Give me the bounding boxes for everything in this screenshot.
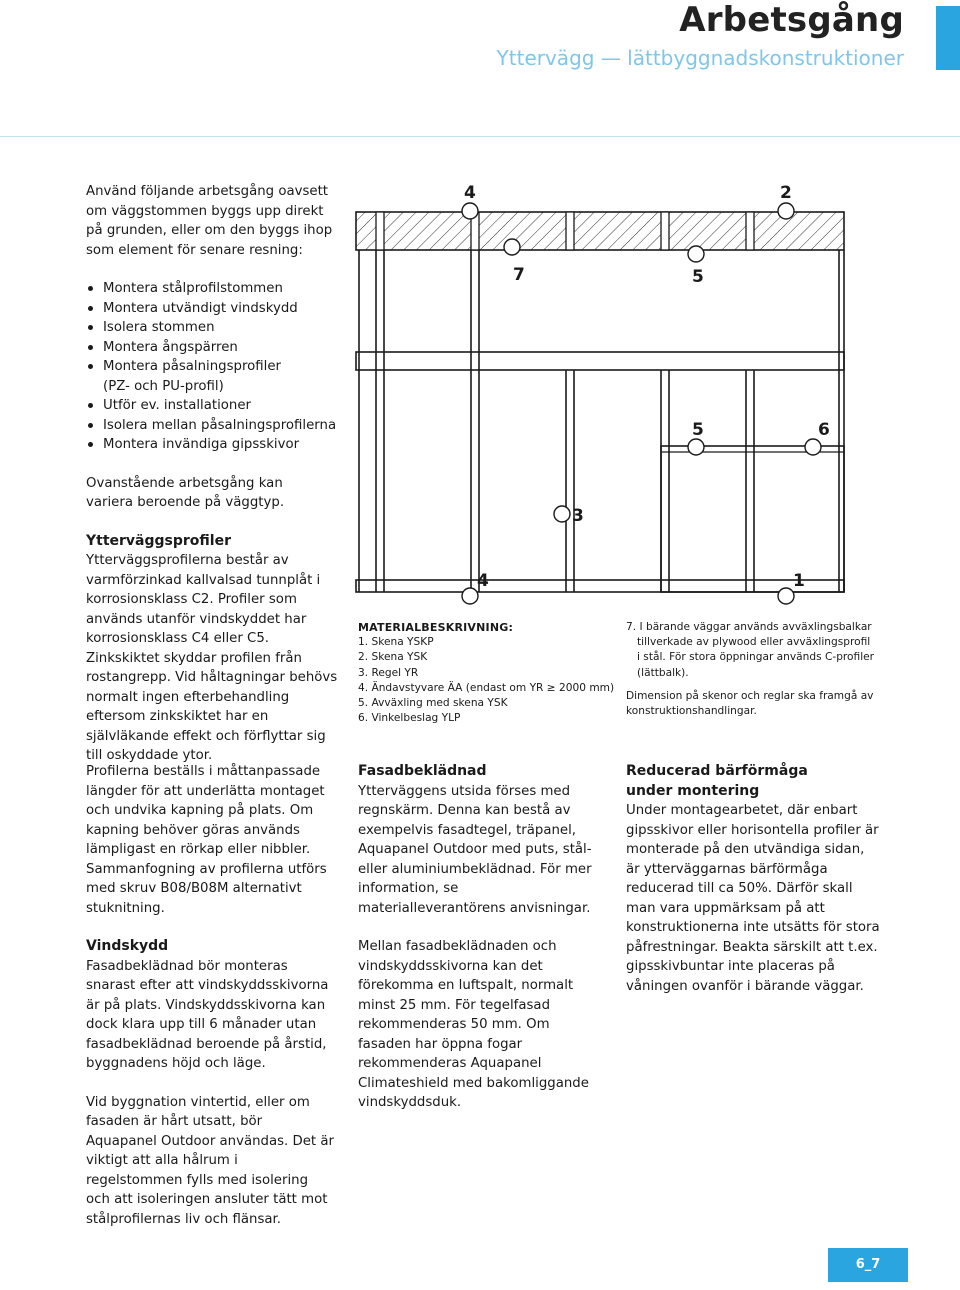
material-item: 3. Regel YR [358,666,419,679]
fasad-heading: Fasadbeklädnad [358,763,487,779]
dimension-note: Dimension på skenor och reglar ska framgå av konstruktionshandlingar. [626,689,874,718]
step-item: Montera invändiga gipsskivor [86,435,340,455]
step-item: Montera påsalningsprofiler (PZ- och PU-profil) [86,357,340,396]
material-item-7: 7. I bärande väggar används avväxlingsbalkar [626,621,872,633]
intro-text: Använd följande arbetsgång oavsett om väggstommen byggs upp direkt på grunden, eller om den byggs ihop som element för senare resning: [86,184,333,258]
reducerad-section [626,762,880,996]
material-item: 6. Vinkelbeslag YLP [358,712,461,725]
bestall-text: Profilerna beställs i måttanpassade längder för att underlätta montaget och undvika kapning på plats. Om kapning behöver göras används lämpligast en rörkap eller nibbler. Sammanfogning av profilerna utförs med skruv B08/B08M alternativt stuknitning. [86,764,327,916]
fasad-section [358,762,606,1113]
step-item: Isolera stommen [86,318,340,338]
header-divider [0,136,960,137]
material-section [358,620,618,726]
intro-section [86,182,340,766]
step-item: Isolera mellan påsalningsprofilerna [86,416,340,436]
material-notes [626,620,876,719]
diagram-label: 7 [513,265,525,285]
material-heading: MATERIALBESKRIVNING: [358,621,514,634]
vindskydd-heading: Vindskydd [86,938,169,954]
diagram-label: 2 [780,183,792,203]
step-item: Montera utvändigt vindskydd [86,299,340,319]
profiler-heading: Ytterväggsprofiler [86,532,231,549]
vindskydd-text: Fasadbeklädnad bör monteras snarast efter att vindskyddsskivorna är på plats. Vindskyddsskivorna kan dock klara upp till 6 månader utan fasadbeklädnad beroende på årstid, byggnadens höjd och läge. [86,958,329,1071]
steps-list [86,279,340,455]
vinter-text: Vid byggnation vintertid, eller om fasaden är hårt utsatt, bör Aquapanel Outdoor användas. Det är viktigt att alla hålrum i regelstommen fylls med isolering och att isoleringen ansluter tätt mot stålprofilernas liv och flänsar. [86,1094,334,1227]
material-item: 5. Avväxling med skena YSK [358,697,508,710]
header-accent-block [936,6,960,70]
material-item: 2. Skena YSK [358,651,428,664]
step-item: Montera stålprofilstommen [86,279,340,299]
page-subtitle: Yttervägg — lättbyggnadskonstruktioner [496,46,904,70]
diagram-label: 5 [692,420,704,440]
material-item: 4. Ändavstyvare ÄA (endast om YR ≥ 2000 mm) [358,681,615,694]
material-item-7-rest: tillverkade av plywood eller avväxlingsprofil i stål. För stora öppningar används C-profiler (lättbalk). [637,636,875,679]
diagram-label: 1 [793,571,805,591]
wall-framing-diagram [350,176,850,612]
fasad-text-1: Ytterväggens utsida förses med regnskärm. Denna kan bestå av exempelvis fasadtegel, träpanel, Aquapanel Outdoor med puts, stål- eller aluminiumbeklädnad. För mer information, se materialleverantörens anvisningar. [358,783,592,916]
diagram-label: 3 [572,506,584,526]
diagram-label: 4 [464,183,476,203]
page-title: Arbetsgång [679,0,904,40]
material-item: 1. Skena YSKP [358,636,434,649]
arbetsgang-note: Ovanstående arbetsgång kan variera beroende på väggtyp. [86,475,285,510]
reducerad-heading: Reducerad bärförmåga under montering [626,763,808,799]
diagram-label: 4 [477,571,489,591]
step-item: Utför ev. installationer [86,396,340,416]
reducerad-text: Under montagearbetet, där enbart gipsskivor eller horisontella profiler är monterade på den utvändiga sidan, är ytterväggarnas bärförmåga reducerad till ca 50%. Därför skall man vara uppmärksam på att konstruktionerna inte utsätts för stora påfrestningar. Beakta särskilt att t.ex. gipsskivbuntar inte placeras på våningen ovanför i bärande väggar. [626,803,880,994]
diagram-label: 6 [818,420,830,440]
diagram-label: 5 [692,267,704,287]
bestall-section [86,762,336,1229]
profiler-text: Ytterväggsprofilerna består av varmförzinkad kallvalsad tunnplåt i korrosionsklass C2. Profiler som används utanför vindskyddet har korrosionsklass C4 eller C5. Zinkskiktet skyddar profilen från rostangrepp. Vid håltagningar behövs normalt ingen efterbehandling eftersom zinkskiktet har en självläkande effekt och förflyttar sig till oskyddade ytor. [86,553,338,763]
step-item: Montera ångspärren [86,338,340,358]
page-number: 6_7 [828,1248,908,1282]
fasad-text-2: Mellan fasadbeklädnaden och vindskyddsskivorna kan det förekomma en luftspalt, normalt minst 25 mm. För tegelfasad rekommenderas 50 mm. Om fasaden har öppna fogar rekommenderas Aquapanel Climateshield med bakomliggande vindskyddsduk. [358,939,589,1110]
